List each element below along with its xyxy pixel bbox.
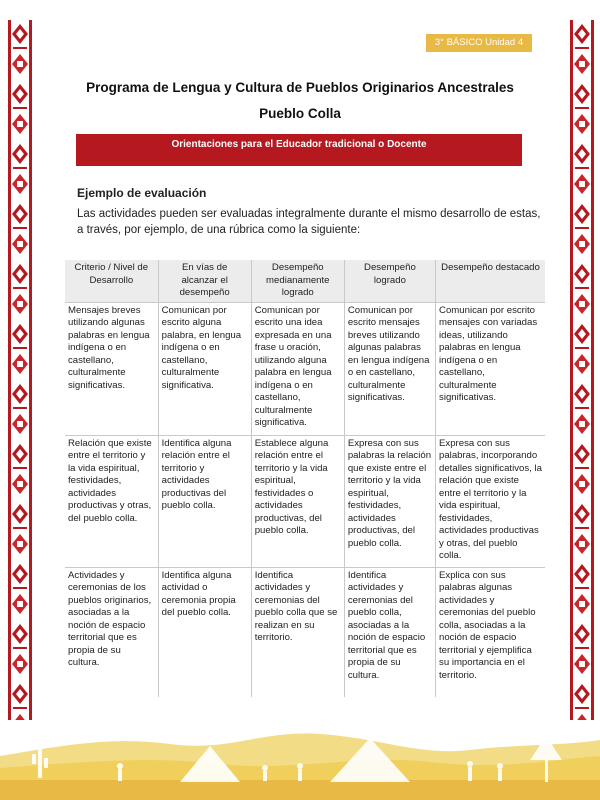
table-row: [65, 302, 545, 435]
grade-unit-badge: 3° BÁSICO Unidad 4: [426, 34, 532, 52]
page-title: Programa de Lengua y Cultura de Pueblos Originarios Ancestrales: [86, 80, 514, 95]
table-cell: Establece alguna relación entre el territorio y la vida espiritual, festividades o actividades productivas, del pueblo colla.: [251, 435, 344, 567]
table-cell: Expresa con sus palabras, incorporando detalles significativos, la relación que existe entre el territorio y la vida espiritual, festividades, actividades productivas y otras, del pueblo colla.: [436, 435, 545, 567]
table-cell: Relación que existe entre el territorio y la vida espiritual, festividades, actividades productivas y otras, del pueblo colla.: [65, 435, 158, 567]
table-cell: Comunican por escrito alguna palabra, en lengua indígena o en castellano, culturalmente significativa.: [158, 302, 251, 435]
table-cell: Expresa con sus palabras la relación que existe entre el territorio y la vida espiritual, festividades, actividades productivas, del pueblo colla.: [344, 435, 435, 567]
column-header: Desempeño destacado: [436, 260, 545, 302]
intro-paragraph: Las actividades pueden ser evaluadas integralmente durante el mismo desarrollo de estas, a través, por ejemplo, de una rúbrica como la siguiente:: [77, 208, 541, 236]
column-header: Criterio / Nivel de Desarrollo: [65, 260, 158, 302]
table-cell: Comunican por escrito mensajes con variadas ideas, utilizando palabras en lengua indígena o en castellano, culturalmente significativas.: [436, 302, 545, 435]
andean-pattern-border-icon: [6, 20, 34, 720]
landscape-silhouette-icon: [0, 716, 600, 800]
table-cell: Identifica actividades y ceremonias del pueblo colla, asociadas a la noción de espacio territorial que es propia de su cultura.: [344, 567, 435, 697]
section-banner: Orientaciones para el Educador tradicional o Docente: [76, 134, 522, 166]
evaluation-rubric-table: [65, 260, 545, 697]
table-cell: Comunican por escrito una idea expresada en una frase u oración, utilizando alguna palabra en lengua indígena o en castellano, culturalmente significativa.: [251, 302, 344, 435]
column-header: Desempeño logrado: [344, 260, 435, 302]
page-subtitle: Pueblo Colla: [259, 106, 341, 121]
andean-pattern-border-icon: [568, 20, 596, 720]
table-cell: Actividades y ceremonias de los pueblos originarios, asociadas a la noción de espacio territorial que es propia de su cultura.: [65, 567, 158, 697]
column-header: Desempeño medianamente logrado: [251, 260, 344, 302]
section-heading: Ejemplo de evaluación: [77, 186, 207, 200]
table-cell: Identifica alguna relación entre el territorio y actividades productivas del pueblo colla.: [158, 435, 251, 567]
table-cell: Explica con sus palabras algunas actividades y ceremonias del pueblo colla, asociadas a la noción de espacio territorial y ejemplifica su importancia en el territorio.: [436, 567, 545, 697]
table-row: [65, 567, 545, 697]
table-row: [65, 435, 545, 567]
column-header: En vías de alcanzar el desempeño: [158, 260, 251, 302]
table-cell: Mensajes breves utilizando algunas palabras en lengua indígena o en castellano, culturalmente significativas.: [65, 302, 158, 435]
table-cell: Identifica actividades y ceremonias del pueblo colla que se realizan en su territorio.: [251, 567, 344, 697]
table-cell: Identifica alguna actividad o ceremonia propia del pueblo colla.: [158, 567, 251, 697]
table-cell: Comunican por escrito mensajes breves utilizando algunas palabras en lengua indígena o en castellano, culturalmente significativas.: [344, 302, 435, 435]
table-header-row: [65, 260, 545, 302]
